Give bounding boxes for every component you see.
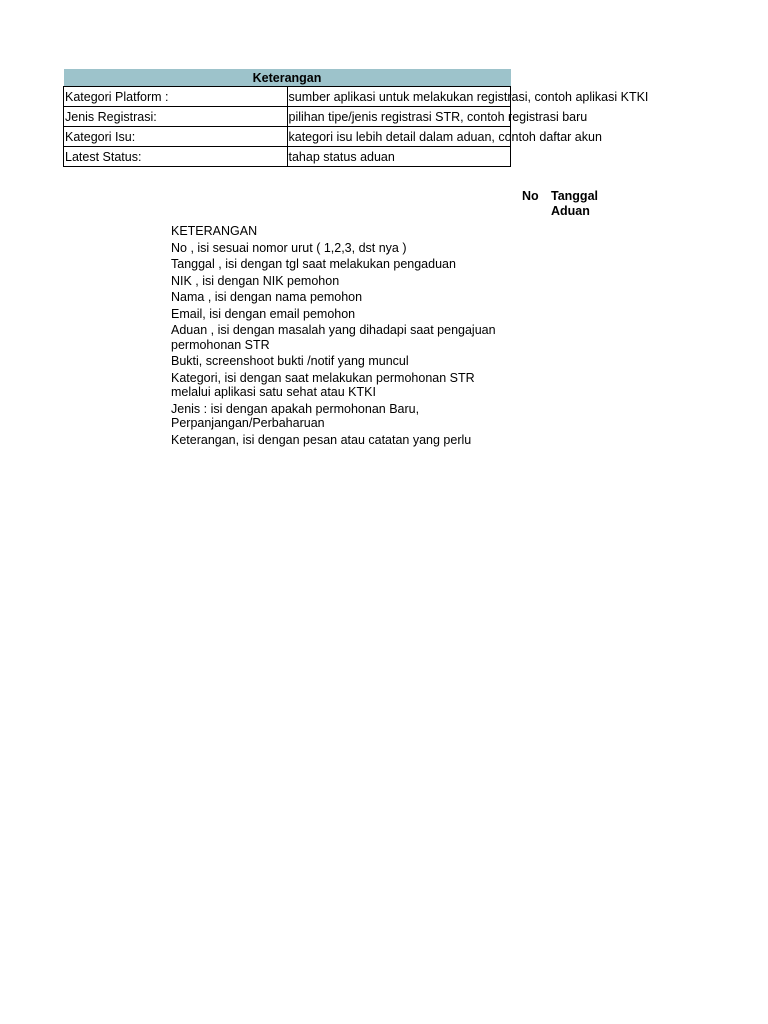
note-line: Keterangan, isi dengan pesan atau catatan yang perlu bbox=[171, 432, 472, 447]
note-line: NIK , isi dengan NIK pemohon bbox=[171, 273, 340, 288]
note-line: No , isi sesuai nomor urut ( 1,2,3, dst nya ) bbox=[171, 240, 407, 255]
row-label-kategori-isu: Kategori Isu: bbox=[64, 127, 288, 147]
note-line: Tanggal , isi dengan tgl saat melakukan pengaduan bbox=[171, 257, 456, 271]
keterangan-table bbox=[63, 69, 649, 167]
row-label-latest-status: Latest Status: bbox=[64, 147, 288, 167]
column-headers bbox=[515, 186, 615, 218]
note-line: Aduan , isi dengan masalah yang dihadapi saat pengajuan permohonan STR bbox=[171, 323, 496, 352]
keterangan-header: Keterangan bbox=[64, 69, 511, 87]
table-row bbox=[64, 107, 511, 127]
note-line: Nama , isi dengan nama pemohon bbox=[171, 290, 363, 304]
note-line: Email, isi dengan email pemohon bbox=[171, 306, 356, 321]
column-header-no: No bbox=[522, 189, 539, 203]
table-row bbox=[64, 127, 511, 147]
notes-block bbox=[171, 224, 511, 449]
row-desc-latest-status: tahap status aduan bbox=[287, 147, 511, 167]
row-label-kategori-platform: Kategori Platform : bbox=[64, 87, 288, 107]
table-row bbox=[64, 147, 511, 167]
table-row bbox=[64, 87, 511, 107]
column-header-tanggal: Tanggal Aduan bbox=[551, 189, 598, 218]
row-label-jenis-registrasi: Jenis Registrasi: bbox=[64, 107, 288, 127]
row-desc-kategori-isu: kategori isu lebih detail dalam aduan, contoh daftar akun bbox=[287, 127, 511, 147]
note-line: Kategori, isi dengan saat melakukan permohonan STR melalui aplikasi satu sehat atau KTKI bbox=[171, 370, 475, 399]
keterangan-header-row bbox=[64, 69, 511, 87]
notes-heading: KETERANGAN bbox=[171, 224, 258, 238]
row-desc-kategori-platform: sumber aplikasi untuk melakukan registrasi, contoh aplikasi KTKI bbox=[287, 87, 511, 107]
note-line: Jenis : isi dengan apakah permohonan Baru, Perpanjangan/Perbaharuan bbox=[171, 401, 420, 430]
note-line: Bukti, screenshoot bukti /notif yang muncul bbox=[171, 354, 409, 368]
row-desc-jenis-registrasi: pilihan tipe/jenis registrasi STR, contoh registrasi baru bbox=[287, 107, 511, 127]
